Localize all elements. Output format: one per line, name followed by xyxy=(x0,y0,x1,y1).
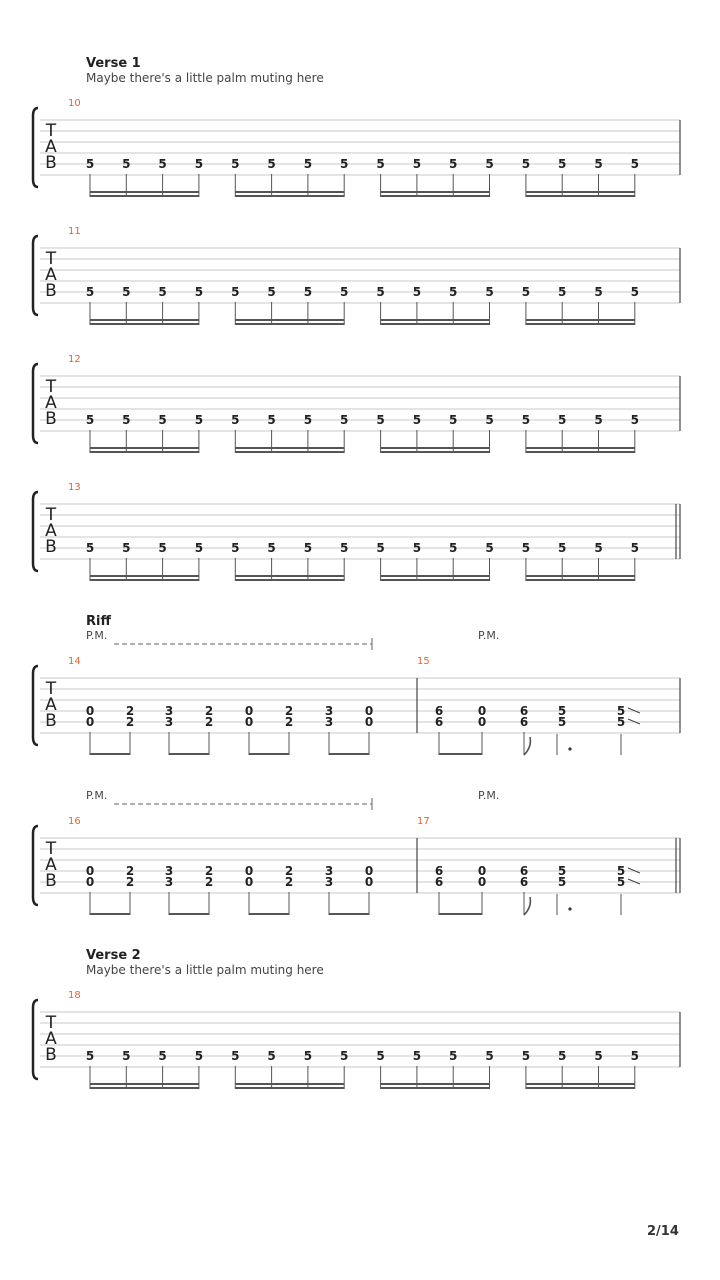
fret-number: 5 xyxy=(85,1049,95,1063)
fret-number: 5 xyxy=(485,285,494,299)
fret-number: 5 xyxy=(231,285,240,299)
fret-number: 5 xyxy=(303,157,313,171)
fret-number: 5 xyxy=(303,1049,313,1063)
fret-number: 5 xyxy=(158,541,167,555)
pm-label: P.M. xyxy=(478,629,500,642)
beam xyxy=(235,1087,344,1089)
fret-number: 5 xyxy=(616,715,626,729)
beam xyxy=(249,913,289,915)
fret-number: 5 xyxy=(557,875,567,889)
beam xyxy=(526,191,635,193)
fret-number: 5 xyxy=(122,541,131,555)
fret-number: 5 xyxy=(449,285,458,299)
beam xyxy=(381,579,490,581)
tab-letter: B xyxy=(45,281,57,301)
fret-number: 5 xyxy=(376,541,385,555)
beam xyxy=(439,913,482,915)
fret-number: 5 xyxy=(376,157,385,171)
fret-number: 3 xyxy=(164,715,174,729)
beam xyxy=(526,195,635,197)
fret-number: 6 xyxy=(519,864,529,878)
fret-number: 5 xyxy=(376,1049,385,1063)
fret-number: 5 xyxy=(558,157,567,171)
beam xyxy=(381,319,490,321)
fret-number: 5 xyxy=(594,541,603,555)
section-title-riff: Riff xyxy=(86,614,111,629)
augmentation-dot xyxy=(568,747,571,750)
fret-number: 5 xyxy=(158,157,167,171)
beam xyxy=(90,1083,199,1085)
beam xyxy=(526,451,635,453)
fret-number: 3 xyxy=(324,715,334,729)
section-note-verse-1: Maybe there's a little palm muting here xyxy=(86,71,324,85)
tab-system xyxy=(33,98,680,197)
tab-system xyxy=(33,354,680,453)
fret-number: 5 xyxy=(231,1049,240,1063)
beam xyxy=(381,1087,490,1089)
fret-number: 3 xyxy=(324,704,334,718)
augmentation-dot xyxy=(568,907,571,910)
system-bracket xyxy=(33,826,38,905)
beam xyxy=(526,575,635,577)
beam xyxy=(235,191,344,193)
fret-number: 5 xyxy=(630,1049,639,1063)
fret-number: 5 xyxy=(231,157,240,171)
page-number: 2/14 xyxy=(647,1224,679,1239)
fret-number: 3 xyxy=(164,864,174,878)
fret-number: 5 xyxy=(122,285,131,299)
fret-number: 5 xyxy=(558,541,567,555)
fret-number: 5 xyxy=(594,413,603,427)
fret-number: 5 xyxy=(616,875,626,889)
fret-number: 2 xyxy=(204,715,214,729)
tab-letter: T xyxy=(45,839,57,859)
beam xyxy=(235,323,344,325)
beam xyxy=(90,319,199,321)
fret-number: 5 xyxy=(616,864,626,878)
fret-number: 5 xyxy=(449,541,458,555)
beam xyxy=(235,579,344,581)
tab-letter: B xyxy=(45,871,57,891)
tab-letter: T xyxy=(45,505,57,525)
pm-label: P.M. xyxy=(86,629,108,642)
section-note-verse-2: Maybe there's a little palm muting here xyxy=(86,963,324,977)
note-flag xyxy=(524,737,530,755)
beam xyxy=(90,1087,199,1089)
fret-number: 5 xyxy=(557,715,567,729)
fret-number: 5 xyxy=(594,285,603,299)
tab-letter: A xyxy=(45,1029,57,1049)
beam xyxy=(381,447,490,449)
fret-number: 5 xyxy=(267,1049,276,1063)
fret-number: 5 xyxy=(340,413,349,427)
beam xyxy=(90,579,199,581)
fret-number: 5 xyxy=(412,413,422,427)
tab-system xyxy=(33,482,680,581)
fret-number: 5 xyxy=(485,157,494,171)
fret-number: 2 xyxy=(125,704,135,718)
pm-label: P.M. xyxy=(478,789,500,802)
beam xyxy=(439,753,482,755)
fret-number: 5 xyxy=(521,1049,531,1063)
fret-number: 3 xyxy=(324,864,334,878)
tab-letter: A xyxy=(45,265,57,285)
fret-number: 5 xyxy=(485,413,494,427)
fret-number: 0 xyxy=(85,704,95,718)
fret-number: 5 xyxy=(303,413,313,427)
fret-number: 5 xyxy=(449,413,458,427)
fret-number: 5 xyxy=(122,1049,131,1063)
fret-number: 0 xyxy=(244,704,254,718)
fret-number: 6 xyxy=(434,715,444,729)
fret-number: 5 xyxy=(231,413,240,427)
system-bracket xyxy=(33,666,38,745)
beam xyxy=(526,579,635,581)
beam xyxy=(235,447,344,449)
measure-number: 14 xyxy=(68,656,81,667)
beam xyxy=(90,323,199,325)
fret-number: 5 xyxy=(122,157,131,171)
tab-letter: B xyxy=(45,409,57,429)
fret-number: 5 xyxy=(557,864,567,878)
fret-number: 0 xyxy=(85,875,95,889)
tab-system xyxy=(33,656,680,755)
fret-number: 5 xyxy=(194,413,204,427)
fret-number: 5 xyxy=(412,541,422,555)
fret-number: 5 xyxy=(194,285,204,299)
fret-number: 2 xyxy=(204,704,214,718)
beam xyxy=(235,1083,344,1085)
fret-number: 0 xyxy=(364,864,374,878)
beam xyxy=(249,753,289,755)
fret-number: 5 xyxy=(412,1049,422,1063)
fret-number: 5 xyxy=(340,1049,349,1063)
palm-muting-marker xyxy=(86,629,499,650)
fret-number: 0 xyxy=(85,715,95,729)
palm-muting-marker xyxy=(86,789,499,810)
fret-number: 5 xyxy=(521,413,531,427)
fret-number: 2 xyxy=(284,864,294,878)
fret-number: 5 xyxy=(630,285,639,299)
tab-letter: A xyxy=(45,855,57,875)
fret-number: 6 xyxy=(434,864,444,878)
fret-number: 6 xyxy=(519,875,529,889)
tab-system xyxy=(33,990,680,1089)
system-bracket xyxy=(33,364,38,443)
system-bracket xyxy=(33,108,38,187)
beam xyxy=(90,447,199,449)
section-title-verse-1: Verse 1 xyxy=(86,56,141,71)
system-bracket xyxy=(33,236,38,315)
tab-letter: B xyxy=(45,537,57,557)
beam xyxy=(381,1083,490,1085)
fret-number: 2 xyxy=(204,864,214,878)
fret-number: 5 xyxy=(521,541,531,555)
fret-number: 5 xyxy=(85,541,95,555)
fret-number: 5 xyxy=(616,704,626,718)
fret-number: 5 xyxy=(449,157,458,171)
fret-number: 5 xyxy=(231,541,240,555)
measure-number: 17 xyxy=(417,816,430,827)
measure-number: 15 xyxy=(417,656,430,667)
beam xyxy=(90,451,199,453)
tab-systems xyxy=(33,98,680,1089)
fret-number: 0 xyxy=(477,864,487,878)
tab-letter: A xyxy=(45,521,57,541)
fret-number: 5 xyxy=(521,157,531,171)
fret-number: 5 xyxy=(376,285,385,299)
beam xyxy=(526,447,635,449)
fret-number: 5 xyxy=(85,285,95,299)
tab-letter: T xyxy=(45,679,57,699)
fret-number: 3 xyxy=(324,875,334,889)
fret-number: 5 xyxy=(267,285,276,299)
fret-number: 5 xyxy=(267,413,276,427)
fret-number: 6 xyxy=(434,704,444,718)
fret-number: 5 xyxy=(485,541,494,555)
pm-label: P.M. xyxy=(86,789,108,802)
fret-number: 0 xyxy=(477,875,487,889)
tab-system xyxy=(33,226,680,325)
system-bracket xyxy=(33,492,38,571)
fret-number: 5 xyxy=(194,541,204,555)
beam xyxy=(90,913,130,915)
fret-number: 0 xyxy=(364,715,374,729)
tab-letter: T xyxy=(45,377,57,397)
fret-number: 3 xyxy=(164,875,174,889)
fret-number: 6 xyxy=(434,875,444,889)
fret-number: 5 xyxy=(558,413,567,427)
tab-letter: B xyxy=(45,1045,57,1065)
fret-number: 6 xyxy=(519,704,529,718)
tab-letter: A xyxy=(45,695,57,715)
beam xyxy=(526,1087,635,1089)
fret-number: 3 xyxy=(164,704,174,718)
beam xyxy=(381,575,490,577)
fret-number: 2 xyxy=(284,875,294,889)
beam xyxy=(90,195,199,197)
fret-number: 5 xyxy=(194,157,204,171)
beam xyxy=(235,451,344,453)
tab-system xyxy=(33,816,680,915)
fret-number: 5 xyxy=(630,541,639,555)
fret-number: 0 xyxy=(477,704,487,718)
fret-number: 5 xyxy=(594,157,603,171)
fret-number: 5 xyxy=(340,285,349,299)
fret-number: 5 xyxy=(340,541,349,555)
tab-letter: A xyxy=(45,393,57,413)
fret-number: 2 xyxy=(204,875,214,889)
beam xyxy=(90,575,199,577)
fret-number: 2 xyxy=(284,704,294,718)
fret-number: 5 xyxy=(521,285,531,299)
beam xyxy=(169,753,209,755)
system-bracket xyxy=(33,1000,38,1079)
fret-number: 5 xyxy=(158,1049,167,1063)
fret-number: 6 xyxy=(519,715,529,729)
fret-number: 2 xyxy=(125,715,135,729)
beam xyxy=(235,575,344,577)
fret-number: 5 xyxy=(303,285,313,299)
tab-letter: A xyxy=(45,137,57,157)
fret-number: 0 xyxy=(477,715,487,729)
measure-number: 12 xyxy=(68,354,81,365)
measure-number: 18 xyxy=(68,990,81,1001)
fret-number: 0 xyxy=(85,864,95,878)
fret-number: 5 xyxy=(412,157,422,171)
measure-number: 11 xyxy=(68,226,81,237)
tab-letter: T xyxy=(45,1013,57,1033)
fret-number: 5 xyxy=(557,704,567,718)
fret-number: 5 xyxy=(630,157,639,171)
fret-number: 5 xyxy=(158,413,167,427)
measure-number: 13 xyxy=(68,482,81,493)
fret-number: 5 xyxy=(267,541,276,555)
beam xyxy=(526,319,635,321)
beam xyxy=(526,1083,635,1085)
fret-number: 5 xyxy=(340,157,349,171)
beam xyxy=(381,451,490,453)
fret-number: 0 xyxy=(364,704,374,718)
fret-number: 5 xyxy=(558,1049,567,1063)
beam xyxy=(526,323,635,325)
beam xyxy=(235,195,344,197)
fret-number: 5 xyxy=(267,157,276,171)
beam xyxy=(90,191,199,193)
fret-number: 5 xyxy=(449,1049,458,1063)
fret-number: 5 xyxy=(85,413,95,427)
fret-number: 2 xyxy=(125,864,135,878)
beam xyxy=(169,913,209,915)
tab-letter: T xyxy=(45,121,57,141)
fret-number: 2 xyxy=(284,715,294,729)
tab-letter: B xyxy=(45,711,57,731)
beam xyxy=(235,319,344,321)
tab-letter: T xyxy=(45,249,57,269)
fret-number: 2 xyxy=(125,875,135,889)
beam xyxy=(381,191,490,193)
note-flag xyxy=(524,897,530,915)
beam xyxy=(90,753,130,755)
fret-number: 0 xyxy=(244,864,254,878)
fret-number: 5 xyxy=(630,413,639,427)
fret-number: 5 xyxy=(194,1049,204,1063)
fret-number: 0 xyxy=(364,875,374,889)
beam xyxy=(329,753,369,755)
beam xyxy=(381,323,490,325)
fret-number: 5 xyxy=(122,413,131,427)
tab-letter: B xyxy=(45,153,57,173)
fret-number: 5 xyxy=(303,541,313,555)
fret-number: 5 xyxy=(85,157,95,171)
section-title-verse-2: Verse 2 xyxy=(86,948,141,963)
fret-number: 5 xyxy=(594,1049,603,1063)
fret-number: 5 xyxy=(376,413,385,427)
measure-number: 16 xyxy=(68,816,81,827)
beam xyxy=(329,913,369,915)
beam xyxy=(381,195,490,197)
fret-number: 0 xyxy=(244,875,254,889)
fret-number: 5 xyxy=(412,285,422,299)
fret-number: 5 xyxy=(485,1049,494,1063)
fret-number: 5 xyxy=(158,285,167,299)
fret-number: 5 xyxy=(558,285,567,299)
fret-number: 0 xyxy=(244,715,254,729)
measure-number: 10 xyxy=(68,98,81,109)
